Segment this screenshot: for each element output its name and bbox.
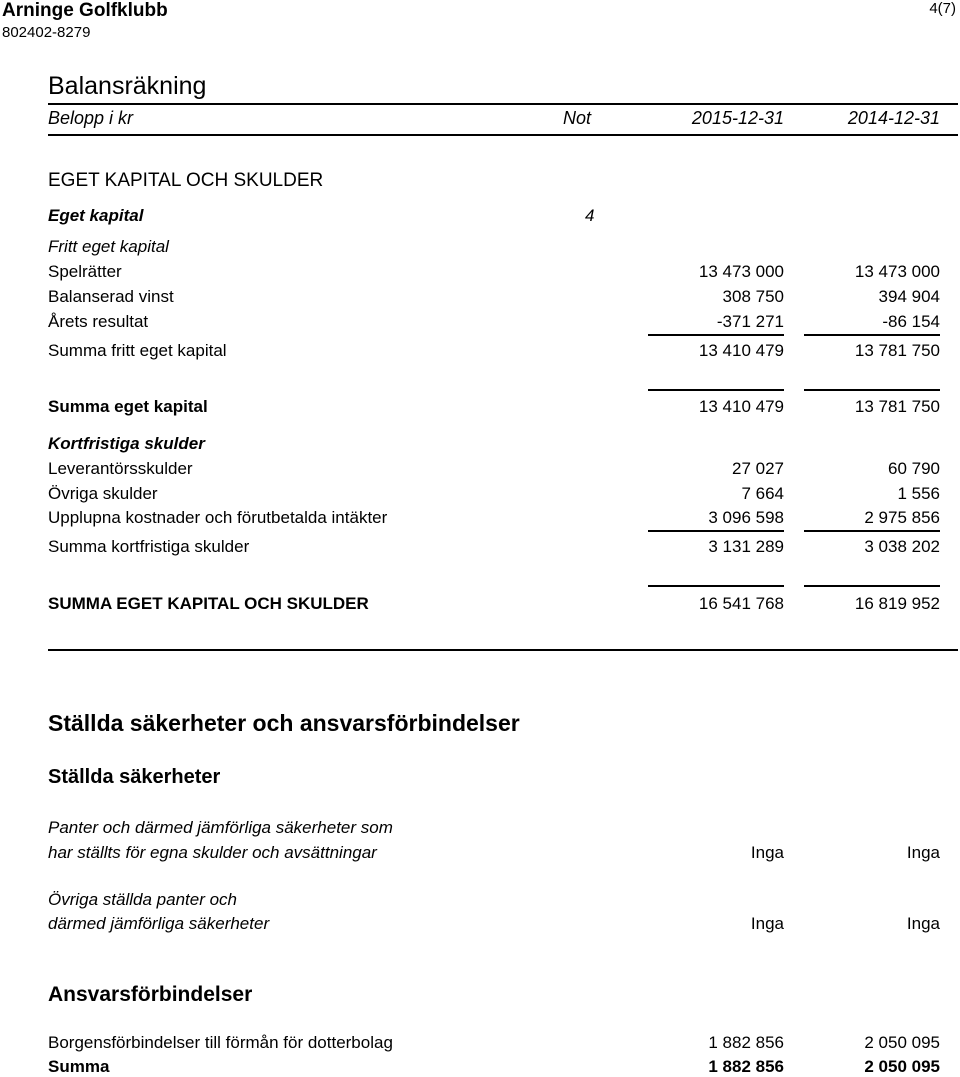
ansvar-row-2014: 2 050 095 xyxy=(864,1033,940,1052)
row-label: Balanserad vinst xyxy=(48,287,174,306)
kortfristiga-heading: Kortfristiga skulder xyxy=(48,434,205,453)
stallda-heading: Ställda säkerheter och ansvarsförbindelser xyxy=(48,710,520,736)
fritt-eget-kapital-heading: Fritt eget kapital xyxy=(48,237,169,256)
summa-kortfristiga-label: Summa kortfristiga skulder xyxy=(48,537,250,556)
summa-fritt-label: Summa fritt eget kapital xyxy=(48,341,227,360)
ansvar-summa-label: Summa xyxy=(48,1057,110,1076)
organization-number: 802402-8279 xyxy=(2,24,91,41)
row-label: Årets resultat xyxy=(48,312,149,331)
eget-kapital-heading: Eget kapital xyxy=(48,206,144,225)
sum-rule xyxy=(804,389,940,391)
summa-fritt-2015: 13 410 479 xyxy=(698,341,784,360)
summa-kortfristiga-2014: 3 038 202 xyxy=(864,537,940,556)
stallda-item1-2014: Inga xyxy=(906,843,940,862)
row-value-2014: 1 556 xyxy=(897,484,940,503)
row-label: Spelrätter xyxy=(48,262,122,281)
stallda-item1-2015: Inga xyxy=(750,843,784,862)
row-value-2014: 2 975 856 xyxy=(864,508,940,527)
row-label: Övriga skulder xyxy=(48,484,158,503)
row-value-2014: 60 790 xyxy=(888,459,940,478)
row-value-2015: -371 271 xyxy=(716,312,784,331)
total-2015: 16 541 768 xyxy=(698,594,784,613)
row-value-2015: 13 473 000 xyxy=(698,262,784,281)
page-title: Balansräkning xyxy=(48,72,207,100)
stallda-item2-2015: Inga xyxy=(750,914,784,933)
column-header-note: Not xyxy=(563,108,592,128)
eget-kapital-note: 4 xyxy=(585,206,595,225)
summa-eget-2015: 13 410 479 xyxy=(698,397,784,416)
row-value-2015: 7 664 xyxy=(741,484,784,503)
summa-fritt-2014: 13 781 750 xyxy=(854,341,940,360)
stallda-subheading: Ställda säkerheter xyxy=(48,766,221,788)
row-value-2015: 308 750 xyxy=(722,287,784,306)
sum-rule xyxy=(648,530,784,532)
column-header-label: Belopp i kr xyxy=(48,108,134,128)
ansvar-heading: Ansvarsförbindelser xyxy=(48,983,253,1006)
row-value-2015: 27 027 xyxy=(732,459,784,478)
section-title: EGET KAPITAL OCH SKULDER xyxy=(48,170,324,191)
stallda-item2-line1: Övriga ställda panter och xyxy=(48,890,237,909)
ansvar-summa-2015: 1 882 856 xyxy=(708,1057,784,1076)
ansvar-row-2015: 1 882 856 xyxy=(708,1033,784,1052)
total-2014: 16 819 952 xyxy=(854,594,940,613)
organization-name: Arninge Golfklubb xyxy=(2,0,168,21)
row-label: Leverantörsskulder xyxy=(48,459,193,478)
row-value-2015: 3 096 598 xyxy=(708,508,784,527)
summa-eget-2014: 13 781 750 xyxy=(854,397,940,416)
section-divider xyxy=(48,649,958,651)
row-label: Upplupna kostnader och förutbetalda intäkter xyxy=(48,508,388,527)
ansvar-summa-2014: 2 050 095 xyxy=(864,1057,940,1076)
page-number: 4(7) xyxy=(929,0,956,17)
sum-rule xyxy=(804,530,940,532)
row-value-2014: -86 154 xyxy=(882,312,940,331)
sum-rule xyxy=(648,585,784,587)
sum-rule xyxy=(804,334,940,336)
ansvar-row-label: Borgensförbindelser till förmån för dotterbolag xyxy=(48,1033,393,1052)
stallda-item2-line2: därmed jämförliga säkerheter xyxy=(48,914,270,933)
sum-rule xyxy=(648,334,784,336)
sum-rule xyxy=(648,389,784,391)
total-label: SUMMA EGET KAPITAL OCH SKULDER xyxy=(48,594,369,613)
row-value-2014: 394 904 xyxy=(878,287,940,306)
stallda-item1-line1: Panter och därmed jämförliga säkerheter som xyxy=(48,818,393,837)
stallda-item1-line2: har ställts för egna skulder och avsättningar xyxy=(48,843,377,862)
summa-kortfristiga-2015: 3 131 289 xyxy=(708,537,784,556)
title-rule xyxy=(48,103,958,105)
column-header-2015: 2015-12-31 xyxy=(691,108,784,128)
summa-eget-label: Summa eget kapital xyxy=(48,397,208,416)
sum-rule xyxy=(804,585,940,587)
stallda-item2-2014: Inga xyxy=(906,914,940,933)
header-rule xyxy=(48,134,958,136)
column-header-2014: 2014-12-31 xyxy=(847,108,940,128)
row-value-2014: 13 473 000 xyxy=(854,262,940,281)
